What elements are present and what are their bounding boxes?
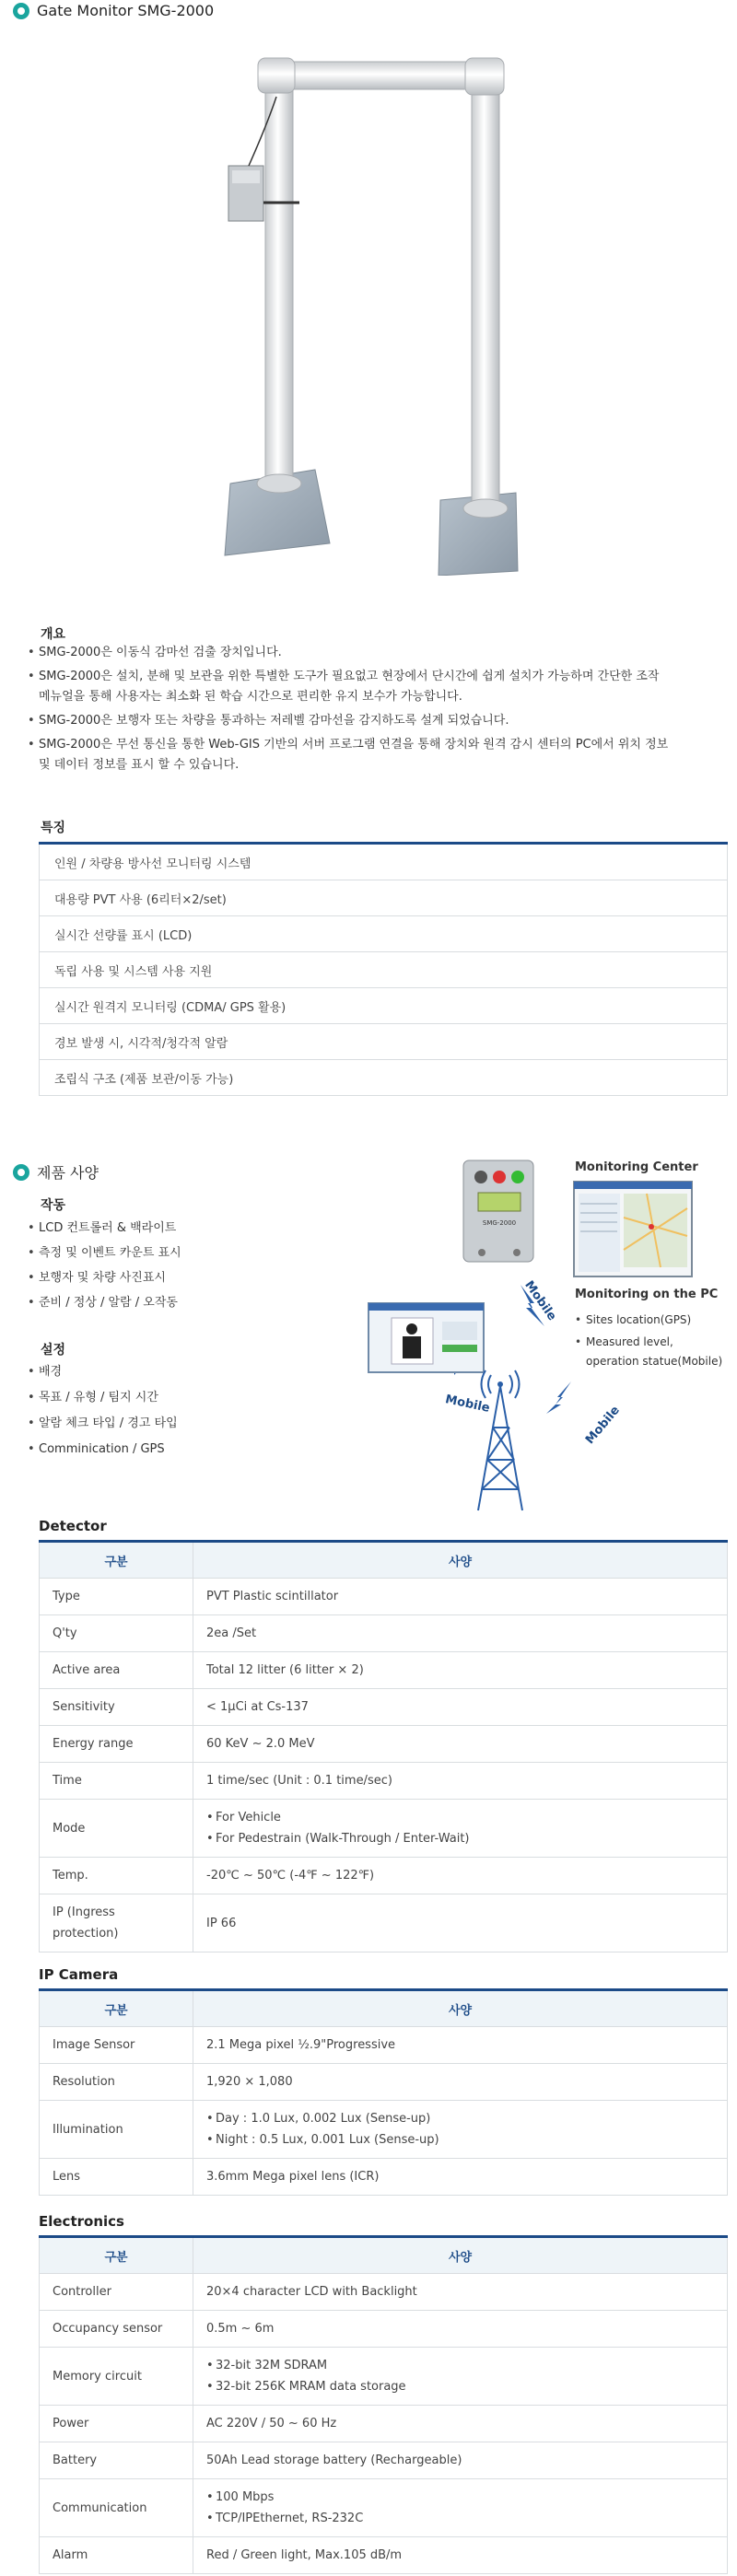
table-header-row <box>40 1990 728 2027</box>
column-header: 구분 <box>40 1542 193 1579</box>
table-row <box>40 1579 728 1615</box>
list-item: • SMG-2000은 보행자 또는 차량을 통과하는 저레벨 감마선을 감지하도록 설계 되었습니다. <box>26 711 726 731</box>
spec-key-cell: Active area <box>40 1652 193 1689</box>
table-header-row <box>40 1542 728 1579</box>
spec-value-item: • TCP/IPEthernet, RS-232C <box>206 2508 714 2529</box>
table-row <box>40 2311 728 2348</box>
table-row <box>40 1800 728 1858</box>
spec-value-item: • Day : 1.0 Lux, 0.002 Lux (Sense-up) <box>206 2108 714 2129</box>
table-row <box>40 844 728 880</box>
table-row <box>40 1726 728 1763</box>
spec-value-item: • 32-bit 256K MRAM data storage <box>206 2376 714 2397</box>
column-header: 구분 <box>40 1990 193 2027</box>
spec-key-cell: Resolution <box>40 2064 193 2101</box>
features-heading: 특징 <box>41 821 66 835</box>
list-item: • 목표 / 유형 / 팀지 시간 <box>26 1385 357 1411</box>
spec-key-cell: Type <box>40 1579 193 1615</box>
table-row <box>40 1689 728 1726</box>
detector-table-body <box>40 1579 728 1952</box>
column-header: 사양 <box>193 1990 728 2027</box>
table-row <box>40 2442 728 2479</box>
spec-value-cell: 3.6mm Mega pixel lens (ICR) <box>193 2159 728 2196</box>
column-header: 사양 <box>193 2237 728 2274</box>
table-row <box>40 2027 728 2064</box>
detector-table <box>39 1540 728 1952</box>
monitoring-pc-list <box>573 1308 734 1370</box>
camera-title: IP Camera <box>39 1966 119 1983</box>
table-row <box>40 2101 728 2159</box>
table-row <box>40 1858 728 1894</box>
spec-key-cell: Lens <box>40 2159 193 2196</box>
list-item: • Measured level, <box>573 1332 734 1352</box>
spec-key-cell: Mode <box>40 1800 193 1858</box>
spec-value-item: • For Pedestrain (Walk-Through / Enter-Wait) <box>206 1828 714 1849</box>
column-header: 구분 <box>40 2237 193 2274</box>
table-row <box>40 952 728 988</box>
list-item: • 알람 체크 타입 / 경고 타입 <box>26 1411 357 1437</box>
spec-value-cell: Total 12 litter (6 litter × 2) <box>193 1652 728 1689</box>
table-row <box>40 2064 728 2101</box>
electronics-table <box>39 2235 728 2574</box>
list-item: • LCD 컨트롤러 & 백라이트 <box>26 1216 357 1241</box>
spec-value-cell: PVT Plastic scintillator <box>193 1579 728 1615</box>
table-cell: 조립식 구조 (제품 보관/이동 가능) <box>40 1060 728 1096</box>
spec-section-title-text: 제품 사양 <box>37 1164 99 1182</box>
spec-value-cell <box>193 2348 728 2406</box>
table-cell: 인원 / 차량용 방사선 모니터링 시스템 <box>40 844 728 880</box>
spec-key-cell: IP (Ingress protection) <box>40 1894 193 1952</box>
camera-table <box>39 1988 728 2196</box>
spec-value-cell <box>193 1800 728 1858</box>
list-item: • Sites location(GPS) <box>573 1308 734 1332</box>
table-row <box>40 916 728 952</box>
table-header-row <box>40 2237 728 2274</box>
spec-value-cell: < 1μCi at Cs-137 <box>193 1689 728 1726</box>
features-table <box>39 842 728 1096</box>
overview-list <box>26 643 726 775</box>
circle-bullet-icon <box>13 1164 29 1181</box>
table-row <box>40 2159 728 2196</box>
table-row <box>40 2274 728 2311</box>
table-cell: 대용량 PVT 사용 (6리터×2/set) <box>40 880 728 916</box>
monitoring-screen <box>573 1181 693 1277</box>
list-item: • 배경 <box>26 1359 357 1385</box>
table-row <box>40 1615 728 1652</box>
electronics-table-body <box>40 2274 728 2574</box>
spec-key-cell: Occupancy sensor <box>40 2311 193 2348</box>
spec-value-cell: AC 220V / 50 ~ 60 Hz <box>193 2406 728 2442</box>
list-item: 및 데이터 정보를 표시 할 수 있습니다. <box>39 758 240 772</box>
table-row <box>40 1894 728 1952</box>
mobile-label: Mobile <box>582 1403 623 1448</box>
spec-value-item: • Night : 0.5 Lux, 0.001 Lux (Sense-up) <box>206 2129 714 2151</box>
spec-value-item: • 100 Mbps <box>206 2487 714 2508</box>
spec-value-item: • For Vehicle <box>206 1807 714 1828</box>
overview-heading: 개요 <box>41 627 66 642</box>
product-title <box>13 2 214 19</box>
spec-key-cell: Illumination <box>40 2101 193 2159</box>
mobile-label: Mobile <box>443 1393 491 1416</box>
table-cell: 실시간 원격지 모니터링 (CDMA/ GPS 활용) <box>40 988 728 1024</box>
table-row <box>40 988 728 1024</box>
list-item: operation statue(Mobile) <box>586 1355 723 1368</box>
settings-list <box>26 1359 357 1463</box>
table-cell: 경보 발생 시, 시각적/청각적 알람 <box>40 1024 728 1060</box>
spec-key-cell: Image Sensor <box>40 2027 193 2064</box>
gate-monitor-illustration <box>212 51 553 576</box>
spec-value-cell: 1 time/sec (Unit : 0.1 time/sec) <box>193 1763 728 1800</box>
spec-value-cell: 1,920 × 1,080 <box>193 2064 728 2101</box>
operation-list <box>26 1216 357 1315</box>
spec-value-cell: 2.1 Mega pixel ½.9"Progressive <box>193 2027 728 2064</box>
table-row <box>40 2348 728 2406</box>
monitoring-pc-label: Monitoring on the PC <box>575 1288 719 1301</box>
list-item: • Comminication / GPS <box>26 1437 357 1463</box>
spec-value-cell: Red / Green light, Max.105 dB/m <box>193 2537 728 2574</box>
spec-value-cell: 50Ah Lead storage battery (Rechargeable) <box>193 2442 728 2479</box>
spec-key-cell: Alarm <box>40 2537 193 2574</box>
table-row <box>40 1763 728 1800</box>
camera-table-body <box>40 2027 728 2196</box>
table-row <box>40 2537 728 2574</box>
spec-value-cell: -20℃ ~ 50℃ (-4℉ ~ 122℉) <box>193 1858 728 1894</box>
table-row <box>40 2406 728 2442</box>
system-diagram <box>364 1156 576 1520</box>
spec-key-cell: Sensitivity <box>40 1689 193 1726</box>
spec-key-cell: Memory circuit <box>40 2348 193 2406</box>
monitoring-center-label: Monitoring Center <box>575 1160 698 1174</box>
detector-title: Detector <box>39 1518 107 1534</box>
spec-value-cell: 60 KeV ~ 2.0 MeV <box>193 1726 728 1763</box>
settings-heading: 설정 <box>41 1343 66 1358</box>
spec-key-cell: Time <box>40 1763 193 1800</box>
table-row <box>40 2479 728 2537</box>
spec-key-cell: Q'ty <box>40 1615 193 1652</box>
list-item: • 측정 및 이벤트 카운트 표시 <box>26 1241 357 1265</box>
spec-value-cell <box>193 2101 728 2159</box>
spec-key-cell: Controller <box>40 2274 193 2311</box>
spec-key-cell: Communication <box>40 2479 193 2537</box>
circle-bullet-icon <box>13 3 29 19</box>
list-item: • SMG-2000은 이동식 감마선 검출 장치입니다. <box>26 643 726 663</box>
spec-value-cell: 2ea /Set <box>193 1615 728 1652</box>
spec-key-cell: Energy range <box>40 1726 193 1763</box>
list-item: • 준비 / 정상 / 알람 / 오작동 <box>26 1290 357 1315</box>
table-row <box>40 1060 728 1096</box>
spec-value-cell: 20×4 character LCD with Backlight <box>193 2274 728 2311</box>
table-row <box>40 1652 728 1689</box>
spec-value-cell: IP 66 <box>193 1894 728 1952</box>
spec-section-title <box>13 1161 99 1183</box>
table-cell: 실시간 선량률 표시 (LCD) <box>40 916 728 952</box>
list-item: 메뉴얼을 통해 사용자는 최소화 된 학습 시간으로 편리한 유지 보수가 가능합니다. <box>39 690 462 704</box>
table-row <box>40 1024 728 1060</box>
spec-value-item: • 32-bit 32M SDRAM <box>206 2355 714 2376</box>
list-item: • SMG-2000은 무선 통신을 통한 Web-GIS 기반의 서버 프로그램 연결을 통해 장치와 원격 감시 센터의 PC에서 위치 정보 <box>26 735 726 755</box>
mobile-label: Mobile <box>521 1278 559 1323</box>
operation-heading: 작동 <box>41 1198 66 1213</box>
spec-key-cell: Temp. <box>40 1858 193 1894</box>
spec-value-cell <box>193 2479 728 2537</box>
spec-key-cell: Battery <box>40 2442 193 2479</box>
list-item: • SMG-2000은 설치, 분해 및 보관을 위한 특별한 도구가 필요없고 현장에서 단시간에 쉽게 설치가 가능하며 간단한 조작 <box>26 667 726 687</box>
spec-value-cell: 0.5m ~ 6m <box>193 2311 728 2348</box>
list-item: • 보행자 및 차량 사진표시 <box>26 1265 357 1290</box>
table-cell: 독립 사용 및 시스템 사용 지원 <box>40 952 728 988</box>
product-title-text: Gate Monitor SMG-2000 <box>37 2 215 19</box>
column-header: 사양 <box>193 1542 728 1579</box>
table-row <box>40 880 728 916</box>
device-label: SMG-2000 <box>482 1219 517 1227</box>
electronics-title: Electronics <box>39 2213 124 2230</box>
spec-key-cell: Power <box>40 2406 193 2442</box>
